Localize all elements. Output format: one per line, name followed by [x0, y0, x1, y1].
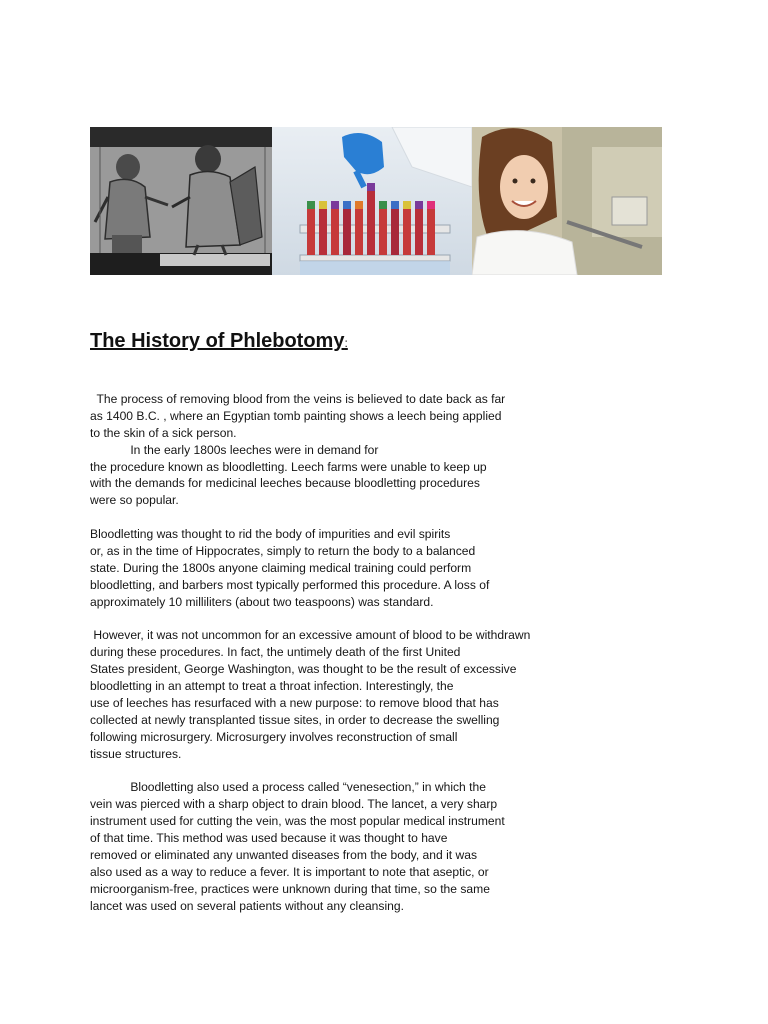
- paragraph-gap: [90, 509, 570, 526]
- body-line: tissue structures.: [90, 746, 182, 761]
- body-line: as 1400 B.C. , where an Egyptian tomb painting shows a leech being applied: [90, 408, 502, 423]
- body-line: during these procedures. In fact, the untimely death of the first United: [90, 645, 461, 660]
- body-line: microorganism-free, practices were unknown during that time, so the same: [90, 881, 490, 896]
- ancient-vase-painting-image: [90, 127, 272, 275]
- header-banner: [90, 127, 662, 275]
- blood-test-tubes-image: [272, 127, 472, 275]
- body-line: instrument used for cutting the vein, was the most popular medical instrument: [90, 814, 505, 829]
- body-line: were so popular.: [90, 493, 179, 508]
- body-line: collected at newly transplanted tissue sites, in order to decrease the swelling: [90, 712, 500, 727]
- paragraph-gap: [90, 763, 570, 780]
- body-line: The process of removing blood from the veins is believed to date back as far: [90, 392, 506, 406]
- body-line: Bloodletting also used a process called “venesection,” in which the: [90, 780, 486, 795]
- body-line: use of leeches has resurfaced with a new purpose: to remove blood that has: [90, 696, 499, 711]
- body-line: Bloodletting was thought to rid the body of impurities and evil spirits: [90, 527, 451, 542]
- body-line: with the demands for medicinal leeches because bloodletting procedures: [90, 476, 480, 491]
- body-line: In the early 1800s leeches were in demand for: [90, 442, 379, 457]
- body-line: state. During the 1800s anyone claiming medical training could perform: [90, 560, 472, 575]
- body-text: [90, 391, 570, 915]
- body-line: approximately 10 milliliters (about two teaspoons) was standard.: [90, 594, 434, 609]
- body-line: to the skin of a sick person.: [90, 425, 237, 440]
- body-line: States president, George Washington, was thought to be the result of excessive: [90, 662, 517, 677]
- body-line: bloodletting in an attempt to treat a throat infection. Interestingly, the: [90, 679, 454, 694]
- body-line: bloodletting, and barbers most typically performed this procedure. A loss of: [90, 577, 490, 592]
- body-line: lancet was used on several patients without any cleansing.: [90, 898, 404, 913]
- page-title-suffix: :: [344, 336, 348, 350]
- page-title-text: The History of Phlebotomy: [90, 330, 345, 352]
- paragraph-gap: [90, 611, 570, 628]
- body-line: following microsurgery. Microsurgery involves reconstruction of small: [90, 729, 458, 744]
- page-title: [90, 330, 348, 353]
- body-line: also used as a way to reduce a fever. It is important to note that aseptic, or: [90, 864, 489, 879]
- body-line: removed or eliminated any unwanted diseases from the body, and it was: [90, 848, 477, 863]
- body-line: of that time. This method was used because it was thought to have: [90, 831, 448, 846]
- body-line: or, as in the time of Hippocrates, simply to return the body to a balanced: [90, 544, 476, 559]
- lab-technician-image: [472, 127, 662, 275]
- body-line: However, it was not uncommon for an excessive amount of blood to be withdrawn: [90, 628, 531, 643]
- body-line: vein was pierced with a sharp object to drain blood. The lancet, a very sharp: [90, 797, 498, 812]
- body-line: the procedure known as bloodletting. Leech farms were unable to keep up: [90, 459, 487, 474]
